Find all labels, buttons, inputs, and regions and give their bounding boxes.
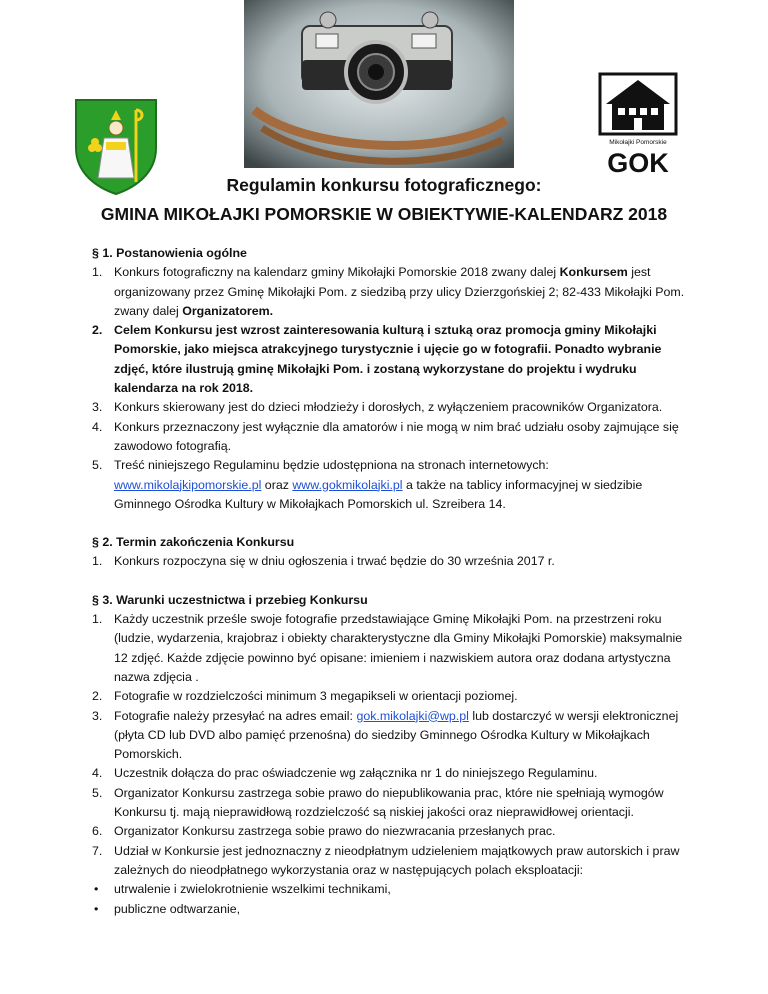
item-text: Każdy uczestnik prześle swoje fotografie przedstawiające Gminę Mikołajki Pom. na przestrzeni roku (ludzie, wydarzenia, krajobraz i obiekty charakterystyczne dla Gminy Mikołajki Pomorskie) maksymalnie 12 zdjęć. Każde zdjęcie powinno być opisane: imieniem i nazwiskiem autora oraz dodana artystyczna nazwa zdjęcia . xyxy=(114,612,683,684)
item-text: Konkurs fotograficzny na kalendarz gminy Mikołajki Pomorskie 2018 zwany dalej xyxy=(114,265,560,280)
item-number: 5. xyxy=(92,458,103,473)
bullet-icon: • xyxy=(94,901,99,916)
item-number: 2. xyxy=(92,689,103,704)
section-2-list xyxy=(92,552,692,571)
section-1-list xyxy=(92,263,692,514)
item-number: 2. xyxy=(92,323,103,338)
item-text: Treść niniejszego Regulaminu będzie udostępniona na stronach internetowych: xyxy=(114,458,549,473)
section-3-bullets xyxy=(92,880,692,919)
camera-photo-image xyxy=(244,0,514,168)
regulations-body xyxy=(92,244,692,919)
document-subtitle: GMINA MIKOŁAJKI POMORSKIE W OBIEKTYWIE-KALENDARZ 2018 xyxy=(100,204,668,224)
item-text: jest organizowany przez Gminę Mikołajki Pom. z siedzibą przy ulicy Dzierzgońskiej 2; 82-433 Mikołajki Pom. zwany dalej xyxy=(114,265,685,318)
item-text: Fotografie należy przesyłać na adres email: xyxy=(114,708,357,723)
item-text: Udział w Konkursie jest jednoznaczny z nieodpłatnym udzieleniem majątkowych praw autorskich i praw zależnych do nieodpłatnego wykorzystania oraz w następujących polach eksploatacji: xyxy=(114,843,680,877)
list-item xyxy=(92,842,692,881)
item-text: Uczestnik dołącza do prac oświadczenie wg załącznika nr 1 do niniejszego Regulaminu. xyxy=(114,766,598,781)
bullet-item xyxy=(92,880,692,899)
item-text: oraz xyxy=(261,477,293,492)
item-text: lub dostarczyć w wersji elektronicznej (płyta CD lub DVD albo pamięć przenośna) do siedziby Gminnego Ośrodka Kultury w Mikołajkach Pomorskich. xyxy=(114,708,679,762)
item-text: Celem Konkursu jest wzrost zainteresowania kulturą i sztuką oraz promocja gminy Mikołajki Pomorskie, jako miejsca atrakcyjnego turystycznie i ujęcie go w fotografii. Ponadto wybranie zdjęć, które ilustrują gminę Mikołajki Pom. i zostaną wykorzystane do projektu i wydruku kalendarza na rok 2018. xyxy=(114,323,662,396)
website-link-gokmikolajki[interactable]: www.gokmikolajki.pl xyxy=(292,477,403,492)
item-number: 4. xyxy=(92,766,103,781)
item-number: 1. xyxy=(92,265,103,280)
gok-logo xyxy=(598,72,678,178)
item-text: Konkurs skierowany jest do dzieci młodzieży i dorosłych, z wyłączeniem pracowników Organizatora. xyxy=(114,400,663,415)
item-number: 3. xyxy=(92,708,103,723)
list-item xyxy=(92,418,692,457)
item-text: utrwalenie i zwielokrotnienie wszelkimi technikami, xyxy=(114,882,391,897)
gok-logo-small-text: Mikołajki Pomorskie xyxy=(609,139,667,146)
section-2-heading: § 2. Termin zakończenia Konkursu xyxy=(92,535,295,550)
item-text: a także na tablicy informacyjnej w siedzibie Gminnego Ośrodka Kultury w Mikołajkach Pomorskich ul. Szreibera 14. xyxy=(114,477,643,511)
list-item xyxy=(92,552,692,571)
item-text: publiczne odtwarzanie, xyxy=(114,901,241,916)
website-link-mikolajkipomorskie[interactable]: www.mikolajkipomorskie.pl xyxy=(114,477,262,492)
item-text: Organizator Konkursu zastrzega sobie prawo do niezwracania przesłanych prac. xyxy=(114,824,556,839)
item-number: 4. xyxy=(92,419,103,434)
item-text: Organizator Konkursu zastrzega sobie prawo do niepublikowania prac, które nie spełniają wymogów Konkursu tj. mają nieprawidłową rozdzielczość są niskiej jakości oraz nieprawidłowej orientacji. xyxy=(114,785,664,820)
gok-logo-text: GOK xyxy=(607,148,669,178)
section-3-list xyxy=(92,610,692,880)
section-3-heading: § 3. Warunki uczestnictwa i przebieg Konkursu xyxy=(92,592,368,607)
list-item xyxy=(92,263,692,321)
list-item xyxy=(92,321,692,398)
list-item xyxy=(92,687,692,706)
item-number: 7. xyxy=(92,843,103,858)
section-1-heading: § 1. Postanowienia ogólne xyxy=(92,246,247,260)
email-link[interactable]: gok.mikolajki@wp.pl xyxy=(356,708,469,723)
list-item xyxy=(92,456,692,514)
item-number: 5. xyxy=(92,785,103,800)
document-title: Regulamin konkursu fotograficznego: xyxy=(226,175,542,195)
bullet-icon: • xyxy=(94,882,99,897)
list-item xyxy=(92,610,692,687)
list-item xyxy=(92,707,692,765)
item-number: 6. xyxy=(92,824,103,839)
item-number: 1. xyxy=(92,554,103,569)
bold-term: Konkursem xyxy=(559,265,628,280)
item-text: Konkurs przeznaczony jest wyłącznie dla amatorów i nie mogą w nim brać udziału osoby zajmujące się zawodowo fotografią. xyxy=(114,419,679,453)
list-item xyxy=(92,398,692,417)
bullet-item xyxy=(92,900,692,919)
item-number: 1. xyxy=(92,612,103,627)
item-text: Fotografie w rozdzielczości minimum 3 megapikseli w orientacji poziomej. xyxy=(114,689,518,704)
item-number: 3. xyxy=(92,400,103,415)
item-text: Konkurs rozpoczyna się w dniu ogłoszenia i trwać będzie do 30 września 2017 r. xyxy=(114,554,555,569)
list-item xyxy=(92,764,692,783)
list-item xyxy=(92,822,692,841)
bold-term: Organizatorem. xyxy=(182,303,274,318)
list-item xyxy=(92,784,692,823)
